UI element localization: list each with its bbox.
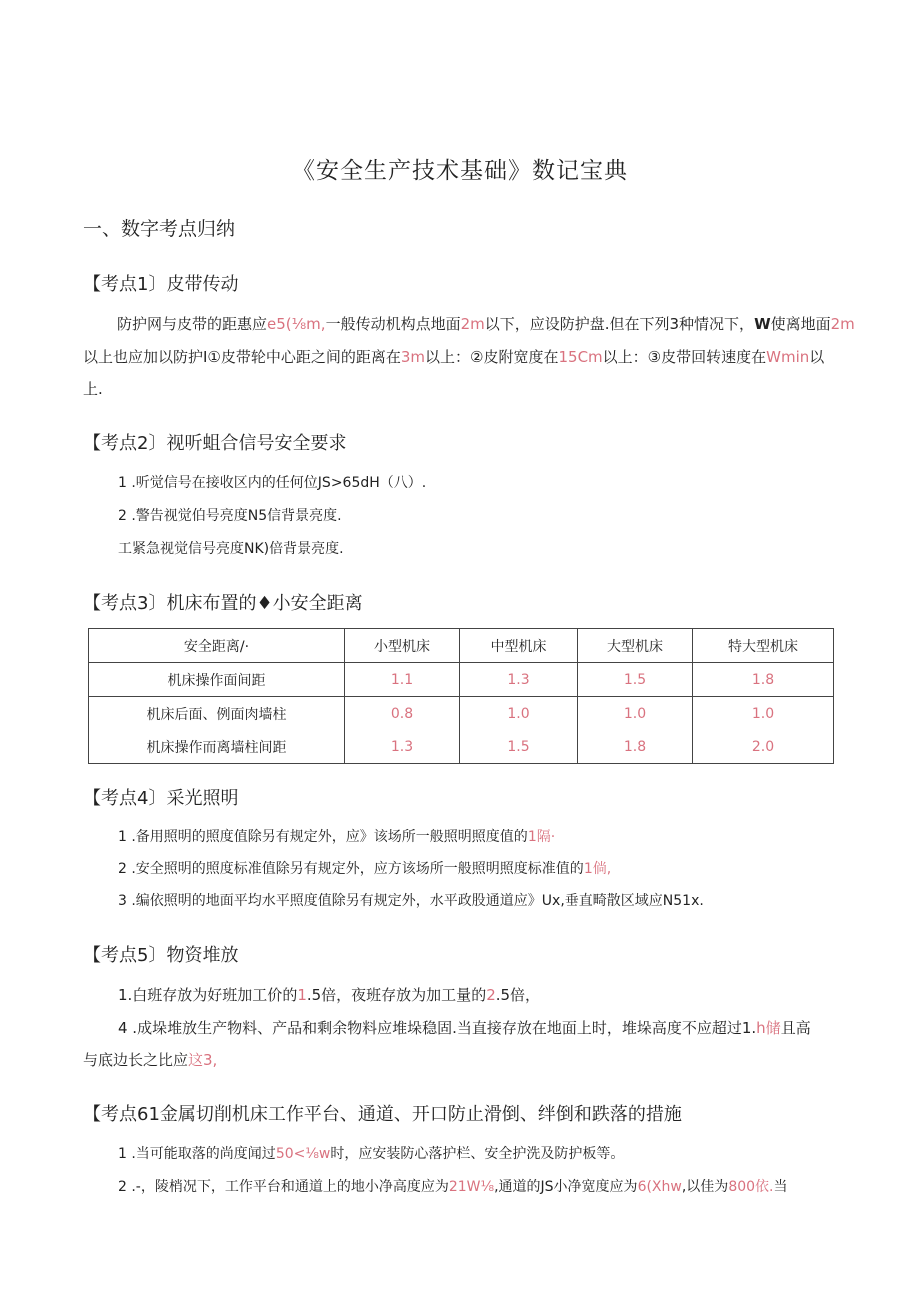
table-cell: 0.8 — [345, 697, 460, 731]
text: ,通道的JS小净宽度应为 — [494, 1179, 638, 1195]
k2-item-3: 工紧急视觉信号亮度NK)倍背景亮度. — [118, 541, 344, 557]
row-label: 机床操作而离墙柱间距 — [89, 730, 345, 764]
value: e5(⅛m, — [267, 315, 326, 333]
k2-item-2: 2 .警告视觉伯号亮度N5信背景亮度. — [118, 508, 342, 524]
k5-line1 — [118, 985, 540, 1005]
value: 6(Xhw — [637, 1179, 682, 1195]
row-label: 机床操作面间距 — [89, 663, 345, 697]
text: 4 .成垛堆放生产物料、产品和剩余物料应堆垛稳固.当直接存放在地面上时，堆垛高度不应超过1. — [118, 1019, 757, 1037]
value: 1 — [297, 986, 307, 1004]
value: 800依. — [728, 1179, 774, 1195]
text: 2 .-，陵梢况下，工作平台和通道上的地小净高度应为 — [118, 1179, 449, 1195]
text: 1 .备用照明的照度值除另有规定外，应》该场所一般照明照度值的 — [118, 829, 528, 845]
table-cell: 1.5 — [578, 663, 693, 697]
value: 21W⅛ — [448, 1179, 495, 1195]
value: h储 — [756, 1019, 781, 1037]
text: ,以佳为 — [681, 1179, 729, 1195]
value: 2m — [830, 315, 855, 333]
table-cell: 1.5 — [460, 730, 578, 764]
value: 这3, — [188, 1051, 218, 1069]
table-header-cell: 中型机床 — [460, 629, 578, 663]
text: 2 .安全照明的照度标准值除另有规定外，应方该场所一般照明照度标准值的 — [118, 861, 584, 877]
value: 1倘, — [583, 861, 612, 877]
page-title: 《安全生产技术基础》数记宝典 — [292, 158, 628, 184]
text: 1.白班存放为好班加工价的 — [118, 986, 298, 1004]
k3-heading: 【考点3〕机床布置的♦小安全距离 — [83, 593, 363, 614]
k1-heading: 【考点1〕皮带传动 — [83, 274, 239, 295]
value: 15Cm — [558, 348, 603, 366]
table-cell: 1.8 — [693, 663, 834, 697]
table-cell: 1.0 — [693, 697, 834, 731]
text: 当 — [773, 1179, 788, 1195]
text: 且高 — [780, 1019, 811, 1037]
table-header-cell: 小型机床 — [345, 629, 460, 663]
k1-line1 — [117, 314, 855, 334]
k1-line2 — [83, 347, 824, 367]
k5-line3 — [83, 1050, 217, 1070]
k6-heading: 【考点61金属切削机床工作平台、通道、开口防止滑倒、绊倒和跌落的措施 — [83, 1104, 682, 1125]
section-heading: 一、数字考点归纳 — [83, 218, 236, 240]
value: 1隔· — [527, 829, 556, 845]
table-row — [89, 730, 834, 764]
text: 防护网与皮带的距惠应 — [117, 315, 268, 333]
text: 1 .当可能取落的尚度闻过 — [118, 1146, 276, 1162]
k4-item-1 — [118, 827, 555, 847]
text: 时，应安装防心落护栏、安全护洗及防护板等。 — [330, 1146, 625, 1162]
k4-item-3: 3 .编依照明的地面平均水平照度值除另有规定外，水平政股通道应》Ux,垂直畸散区域应N51x. — [118, 893, 704, 909]
table-cell: 1.3 — [460, 663, 578, 697]
text: .5倍， — [495, 986, 541, 1004]
table-row — [89, 663, 834, 697]
k5-heading: 【考点5〕物资堆放 — [83, 945, 239, 966]
k5-line2 — [118, 1018, 811, 1038]
value: 2 — [486, 986, 496, 1004]
text: 以上也应加以防护I①皮带轮中心距之间的距离在 — [83, 348, 401, 366]
text: 以上：②皮附宽度在 — [425, 348, 559, 366]
safety-distance-table — [88, 628, 834, 764]
k6-item-2 — [118, 1177, 787, 1197]
table-cell: 1.3 — [345, 730, 460, 764]
text: 使离地面 — [770, 315, 831, 333]
value: 2m — [460, 315, 485, 333]
text: 以下，应设防护盘.但在下列3种情况下， — [484, 315, 755, 333]
k2-heading: 【考点2〕视听蛆合信号安全要求 — [83, 433, 347, 454]
table-header-row — [89, 629, 834, 663]
table-cell: 1.0 — [460, 697, 578, 731]
k1-line3: 上. — [83, 380, 103, 398]
value: Wmin — [766, 348, 810, 366]
text: 以上：③皮带回转速度在 — [602, 348, 767, 366]
text: 以 — [809, 348, 825, 366]
table-cell: 1.1 — [345, 663, 460, 697]
value: 3m — [400, 348, 426, 366]
k4-item-2 — [118, 859, 611, 879]
text: 与底边长之比应 — [83, 1051, 189, 1069]
k6-item-1 — [118, 1144, 624, 1164]
table-cell: 1.0 — [578, 697, 693, 731]
text: 一般传动机构点地面 — [325, 315, 461, 333]
table-cell: 2.0 — [693, 730, 834, 764]
table-row — [89, 697, 834, 731]
value: 50<⅛w — [275, 1146, 331, 1162]
row-label: 机床后面、例面肉墙柱 — [89, 697, 345, 731]
table-cell: 1.8 — [578, 730, 693, 764]
table-header-cell: 大型机床 — [578, 629, 693, 663]
table-header-cell: 安全距离/· — [89, 629, 345, 663]
k4-heading: 【考点4〕采光照明 — [83, 788, 239, 809]
k2-item-1: 1 .听觉信号在接收区内的任何位JS>65dH（八）. — [118, 475, 427, 491]
text: .5倍，夜班存放为加工量的 — [306, 986, 487, 1004]
text: W — [754, 315, 771, 333]
table-header-cell: 特大型机床 — [693, 629, 834, 663]
